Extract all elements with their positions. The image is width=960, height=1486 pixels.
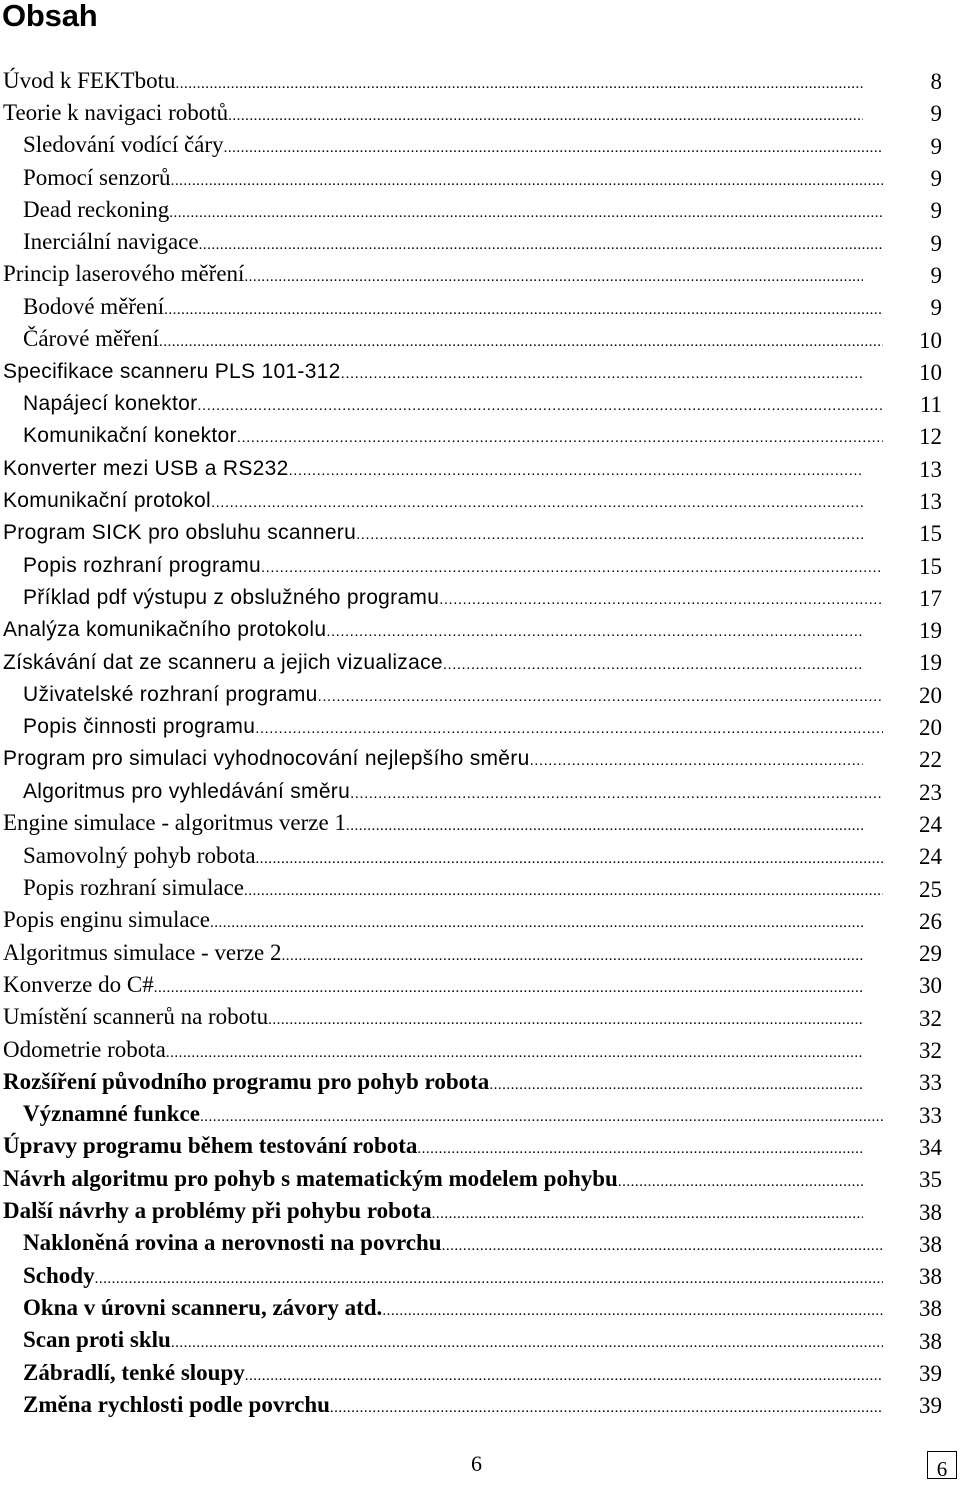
toc-entry[interactable] bbox=[0, 1293, 960, 1325]
toc-entry[interactable] bbox=[0, 1390, 960, 1422]
toc-entry[interactable] bbox=[0, 357, 960, 389]
toc-entry-label: Inerciální navigace bbox=[23, 229, 199, 255]
toc-leader-dots bbox=[224, 132, 883, 164]
toc-entry-label: Uživatelské rozhraní programu bbox=[23, 682, 318, 706]
toc-entry-page: 29 bbox=[919, 941, 942, 967]
toc-entry-label: Konverze do C# bbox=[3, 971, 154, 997]
toc-entry[interactable] bbox=[0, 1100, 960, 1132]
toc-entry-label: Úvod k FEKTbotu bbox=[3, 67, 176, 93]
toc-leader-dots bbox=[261, 552, 883, 584]
toc-entry-page: 19 bbox=[919, 618, 942, 644]
toc-leader-dots bbox=[211, 487, 863, 519]
toc-entry-label: Další návrhy a problémy při pohybu robota bbox=[3, 1198, 432, 1224]
page-number: 6 bbox=[471, 1451, 482, 1476]
toc-entry-label: Odometrie robota bbox=[3, 1036, 166, 1062]
toc-entry-label: Teorie k navigaci robotů bbox=[3, 99, 229, 125]
toc-entry[interactable] bbox=[0, 1196, 960, 1228]
toc-entry-label: Návrh algoritmu pro pohyb s matematickým modelem pohybu bbox=[3, 1165, 618, 1191]
toc-entry-page: 26 bbox=[919, 908, 942, 934]
toc-entry-page: 15 bbox=[919, 521, 942, 547]
toc-entry-page: 9 bbox=[930, 133, 942, 159]
toc-entry[interactable] bbox=[0, 486, 960, 518]
toc-entry[interactable] bbox=[0, 518, 960, 550]
toc-entry-page: 9 bbox=[930, 166, 942, 192]
toc-leader-dots bbox=[237, 422, 883, 454]
toc-leader-dots bbox=[432, 1198, 863, 1230]
toc-leader-dots bbox=[164, 294, 883, 326]
toc-entry-label: Popis rozhraní programu bbox=[23, 553, 262, 577]
toc-entry-label: Dead reckoning bbox=[23, 196, 170, 222]
toc-entry[interactable] bbox=[0, 777, 960, 809]
toc-entry-label: Algoritmus simulace - verze 2 bbox=[3, 939, 282, 965]
toc-entry-page: 15 bbox=[919, 553, 942, 579]
toc-entry-page: 11 bbox=[919, 392, 942, 418]
toc-entry[interactable] bbox=[0, 744, 960, 776]
toc-entry-page: 33 bbox=[919, 1102, 942, 1128]
toc-entry-label: Úpravy programu během testování robota bbox=[3, 1133, 418, 1159]
toc-leader-dots bbox=[326, 616, 863, 648]
toc-entry-label: Sledování vodící čáry bbox=[23, 132, 224, 158]
toc-entry[interactable] bbox=[0, 98, 960, 130]
toc-entry[interactable] bbox=[0, 1035, 960, 1067]
toc-leader-dots bbox=[268, 1004, 863, 1036]
toc-entry[interactable] bbox=[0, 873, 960, 905]
toc-entry-label: Analýza komunikačního protokolu bbox=[3, 618, 327, 642]
toc-entry[interactable] bbox=[0, 1132, 960, 1164]
toc-leader-dots bbox=[154, 972, 863, 1004]
page-title: Obsah bbox=[2, 0, 98, 33]
toc-leader-dots bbox=[489, 1069, 863, 1101]
toc-entry-page: 38 bbox=[919, 1296, 942, 1322]
toc-entry-label: Čárové měření bbox=[23, 326, 160, 352]
toc-entry-label: Specifikace scanneru PLS 101-312 bbox=[3, 359, 341, 383]
toc-entry-page: 24 bbox=[919, 811, 942, 837]
toc-entry-page: 9 bbox=[930, 101, 942, 127]
toc-entry-label: Získávání dat ze scanneru a jejich vizualizace bbox=[3, 650, 443, 674]
toc-leader-dots bbox=[200, 1101, 883, 1133]
toc-entry[interactable] bbox=[0, 324, 960, 356]
toc-leader-dots bbox=[245, 1360, 883, 1392]
toc-entry-page: 32 bbox=[919, 1005, 942, 1031]
toc-leader-dots bbox=[341, 358, 863, 390]
toc-entry[interactable] bbox=[0, 1326, 960, 1358]
toc-leader-dots bbox=[346, 810, 863, 842]
toc-leader-dots bbox=[171, 1327, 883, 1359]
toc-entry[interactable] bbox=[0, 195, 960, 227]
toc-entry-page: 33 bbox=[919, 1070, 942, 1096]
toc-leader-dots bbox=[166, 1037, 863, 1069]
toc-leader-dots bbox=[228, 100, 863, 132]
toc-entry-page: 17 bbox=[919, 585, 942, 611]
toc-entry-page: 9 bbox=[930, 230, 942, 256]
toc-entry[interactable] bbox=[0, 1358, 960, 1390]
toc-entry-label: Významné funkce bbox=[23, 1101, 200, 1127]
toc-leader-dots bbox=[95, 1263, 883, 1295]
toc-leader-dots bbox=[618, 1166, 863, 1198]
toc-entry-label: Umístění scannerů na robotu bbox=[3, 1004, 269, 1030]
toc-entry-page: 32 bbox=[919, 1038, 942, 1064]
toc-leader-dots bbox=[318, 681, 883, 713]
toc-entry-label: Program SICK pro obsluhu scanneru bbox=[3, 521, 357, 545]
toc-leader-dots bbox=[443, 649, 863, 681]
toc-entry-page: 25 bbox=[919, 876, 942, 902]
toc-entry-label: Komunikační konektor bbox=[23, 424, 237, 448]
toc-entry-label: Popis činnosti programu bbox=[23, 715, 256, 739]
toc-entry-page: 30 bbox=[919, 973, 942, 999]
toc-entry[interactable] bbox=[0, 389, 960, 421]
toc-entry-page: 24 bbox=[919, 844, 942, 870]
toc-leader-dots bbox=[439, 584, 883, 616]
toc-leader-dots bbox=[244, 261, 863, 293]
toc-entry[interactable] bbox=[0, 1003, 960, 1035]
toc-entry[interactable] bbox=[0, 1067, 960, 1099]
toc-entry-page: 10 bbox=[919, 359, 942, 385]
toc-entry[interactable] bbox=[0, 66, 960, 98]
toc-entry-page: 38 bbox=[919, 1328, 942, 1354]
toc-entry-label: Princip laserového měření bbox=[3, 261, 245, 287]
toc-entry[interactable] bbox=[0, 227, 960, 259]
toc-entry[interactable] bbox=[0, 970, 960, 1002]
toc-entry-label: Program pro simulaci vyhodnocování nejlepšího směru bbox=[3, 747, 530, 771]
toc-leader-dots bbox=[210, 907, 863, 939]
toc-leader-dots bbox=[382, 1295, 883, 1327]
toc-entry[interactable] bbox=[0, 1229, 960, 1261]
toc-entry[interactable] bbox=[0, 163, 960, 195]
toc-entry-page: 9 bbox=[930, 198, 942, 224]
page-number-box: 6 bbox=[927, 1451, 957, 1479]
toc-entry-label: Pomocí senzorů bbox=[23, 164, 171, 190]
toc-entry[interactable] bbox=[0, 615, 960, 647]
toc-entry-label: Samovolný pohyb robota bbox=[23, 842, 256, 868]
toc-entry-page: 20 bbox=[919, 682, 942, 708]
toc-leader-dots bbox=[281, 940, 863, 972]
toc-leader-dots bbox=[256, 843, 883, 875]
toc-leader-dots bbox=[442, 1230, 883, 1262]
toc-entry-page: 39 bbox=[919, 1361, 942, 1387]
toc-entry-page: 9 bbox=[930, 262, 942, 288]
toc-entry[interactable] bbox=[0, 292, 960, 324]
toc-entry-page: 10 bbox=[919, 327, 942, 353]
toc-entry-label: Popis rozhraní simulace bbox=[23, 875, 245, 901]
toc-leader-dots bbox=[197, 390, 883, 422]
toc-entry-page: 8 bbox=[930, 69, 942, 95]
toc-leader-dots bbox=[289, 455, 863, 487]
toc-entry-label: Zábradlí, tenké sloupy bbox=[23, 1359, 245, 1385]
toc-entry[interactable] bbox=[0, 1261, 960, 1293]
toc-entry-page: 38 bbox=[919, 1231, 942, 1257]
toc-leader-dots bbox=[350, 778, 883, 810]
toc-entry-page: 38 bbox=[919, 1199, 942, 1225]
toc-leader-dots bbox=[255, 713, 883, 745]
toc-entry-label: Rozšíření původního programu pro pohyb robota bbox=[3, 1068, 490, 1094]
toc-entry-label: Nakloněná rovina a nerovnosti na povrchu bbox=[23, 1230, 442, 1256]
toc-entry[interactable] bbox=[0, 583, 960, 615]
toc-leader-dots bbox=[244, 875, 883, 907]
toc-entry[interactable] bbox=[0, 260, 960, 292]
toc-entry-label: Komunikační protokol bbox=[3, 489, 211, 513]
toc-leader-dots bbox=[169, 197, 883, 229]
toc-entry-page: 20 bbox=[919, 715, 942, 741]
toc-entry-label: Scan proti sklu bbox=[23, 1327, 171, 1353]
toc-entry-page: 39 bbox=[919, 1393, 942, 1419]
toc-entry[interactable] bbox=[0, 938, 960, 970]
toc-entry[interactable] bbox=[0, 809, 960, 841]
toc-entry[interactable] bbox=[0, 647, 960, 679]
toc-entry-label: Okna v úrovni scanneru, závory atd. bbox=[23, 1294, 383, 1320]
toc-entry-label: Popis enginu simulace bbox=[3, 907, 210, 933]
toc-entry-label: Schody bbox=[23, 1262, 95, 1288]
toc-leader-dots bbox=[330, 1392, 883, 1424]
toc-entry[interactable] bbox=[0, 550, 960, 582]
toc-entry-page: 13 bbox=[919, 489, 942, 514]
toc-leader-dots bbox=[417, 1133, 863, 1165]
toc-entry-page: 13 bbox=[919, 456, 942, 482]
toc-entry-page: 9 bbox=[930, 295, 942, 321]
toc-leader-dots bbox=[356, 519, 863, 551]
toc-entry-label: Engine simulace - algoritmus verze 1 bbox=[3, 810, 346, 836]
toc-entry-label: Algoritmus pro vyhledávání směru bbox=[23, 779, 351, 803]
toc-leader-dots bbox=[171, 165, 883, 197]
toc-leader-dots bbox=[530, 745, 863, 777]
toc-entry-label: Příklad pdf výstupu z obslužného programu bbox=[23, 585, 440, 609]
toc-leader-dots bbox=[199, 229, 883, 261]
toc-entry[interactable] bbox=[0, 454, 960, 486]
toc-entry[interactable] bbox=[0, 680, 960, 712]
toc-entry-page: 12 bbox=[919, 424, 942, 450]
toc-entry-page: 35 bbox=[919, 1167, 942, 1193]
toc-entry[interactable] bbox=[0, 906, 960, 938]
toc-entry[interactable] bbox=[0, 421, 960, 453]
toc-leader-dots bbox=[176, 68, 864, 100]
toc-entry[interactable] bbox=[0, 841, 960, 873]
toc-entry[interactable] bbox=[0, 131, 960, 163]
toc-leader-dots bbox=[159, 326, 883, 358]
toc-entry-label: Bodové měření bbox=[23, 293, 165, 319]
toc-entry-page: 19 bbox=[919, 650, 942, 676]
toc-entry-page: 34 bbox=[919, 1134, 942, 1160]
toc-entry-page: 23 bbox=[919, 779, 942, 805]
toc-entry-page: 22 bbox=[919, 747, 942, 773]
toc-entry[interactable] bbox=[0, 1164, 960, 1196]
toc-entry[interactable] bbox=[0, 712, 960, 744]
toc-entry-label: Napájecí konektor bbox=[23, 392, 198, 416]
toc-entry-page: 38 bbox=[919, 1264, 942, 1290]
table-of-contents bbox=[0, 66, 960, 1422]
toc-entry-label: Změna rychlosti podle povrchu bbox=[23, 1391, 330, 1417]
toc-entry-label: Konverter mezi USB a RS232 bbox=[3, 456, 289, 480]
